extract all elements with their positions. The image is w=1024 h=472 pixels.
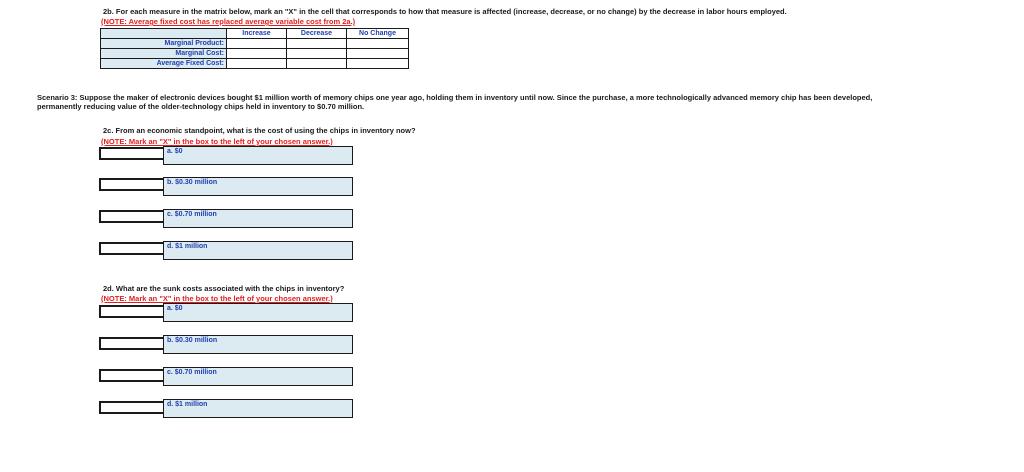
q2d-option-d-label: d. $1 million: [167, 401, 208, 408]
effects-matrix: [100, 28, 409, 69]
matrix-cell-average-fixed-cost-increase[interactable]: [227, 59, 287, 69]
matrix-header-decrease: Decrease: [287, 29, 347, 39]
matrix-corner: [101, 29, 227, 39]
scenario-text-line1: Scenario 3: Suppose the maker of electronic devices bought $1 million worth of memory chips one year ago, holding them in inventory until now. Since the purchase, a more technologically advanced memory chip has been developed,: [37, 93, 873, 102]
q2c-note: (NOTE: Mark an "X" in the box to the left of your chosen answer.): [101, 137, 333, 146]
matrix-cell-marginal-product-no-change[interactable]: [347, 39, 409, 49]
q2d-option-c-label: c. $0.70 million: [167, 369, 217, 376]
q2d-note: (NOTE: Mark an "X" in the box to the left of your chosen answer.): [101, 294, 333, 303]
q2d-answer-checkbox-c[interactable]: [99, 369, 165, 382]
q2d-prompt: 2d. What are the sunk costs associated with the chips in inventory?: [103, 284, 345, 293]
q2c-option-c-label: c. $0.70 million: [167, 211, 217, 218]
q2c-answer-checkbox-c[interactable]: [99, 210, 165, 223]
matrix-cell-marginal-product-increase[interactable]: [227, 39, 287, 49]
q2c-option-d: [163, 241, 353, 260]
q2d-option-b: [163, 335, 353, 354]
q2c-option-d-label: d. $1 million: [167, 243, 208, 250]
q2c-answer-checkbox-d[interactable]: [99, 242, 165, 255]
q2d-option-a-label: a. $0: [167, 305, 183, 312]
q2d-option-a: [163, 303, 353, 322]
q2c-prompt: 2c. From an economic standpoint, what is the cost of using the chips in inventory now?: [103, 126, 416, 135]
matrix-row-label-average-fixed-cost: Average Fixed Cost:: [101, 59, 227, 69]
matrix-cell-marginal-cost-no-change[interactable]: [347, 49, 409, 59]
matrix-cell-average-fixed-cost-decrease[interactable]: [287, 59, 347, 69]
q2c-option-a: [163, 146, 353, 165]
q2d-answer-checkbox-a[interactable]: [99, 305, 165, 318]
matrix-row-label-marginal-cost: Marginal Cost:: [101, 49, 227, 59]
q2d-answer-checkbox-b[interactable]: [99, 337, 165, 350]
q2d-answer-checkbox-d[interactable]: [99, 401, 165, 414]
matrix-cell-marginal-cost-increase[interactable]: [227, 49, 287, 59]
q2d-option-c: [163, 367, 353, 386]
q2c-option-b-label: b. $0.30 million: [167, 179, 218, 186]
q2b-prompt: 2b. For each measure in the matrix below, mark an "X" in the cell that corresponds to how that measure is affected (increase, decrease, or no change) by the decrease in labor hours employed.: [103, 7, 787, 16]
q2c-option-b: [163, 177, 353, 196]
q2b-note: (NOTE: Average fixed cost has replaced average variable cost from 2a.): [101, 17, 356, 26]
matrix-header-increase: Increase: [227, 29, 287, 39]
matrix-row-label-marginal-product: Marginal Product:: [101, 39, 227, 49]
q2c-answer-checkbox-b[interactable]: [99, 178, 165, 191]
q2c-option-c: [163, 209, 353, 228]
q2d-option-b-label: b. $0.30 million: [167, 337, 218, 344]
scenario-text-line2: permanently reducing value of the older-technology chips held in inventory to $0.70 million.: [37, 102, 365, 111]
q2d-option-d: [163, 399, 353, 418]
q2c-option-a-label: a. $0: [167, 148, 183, 155]
matrix-header-no-change: No Change: [347, 29, 409, 39]
matrix-cell-average-fixed-cost-no-change[interactable]: [347, 59, 409, 69]
matrix-cell-marginal-cost-decrease[interactable]: [287, 49, 347, 59]
matrix-cell-marginal-product-decrease[interactable]: [287, 39, 347, 49]
q2c-answer-checkbox-a[interactable]: [99, 147, 165, 160]
